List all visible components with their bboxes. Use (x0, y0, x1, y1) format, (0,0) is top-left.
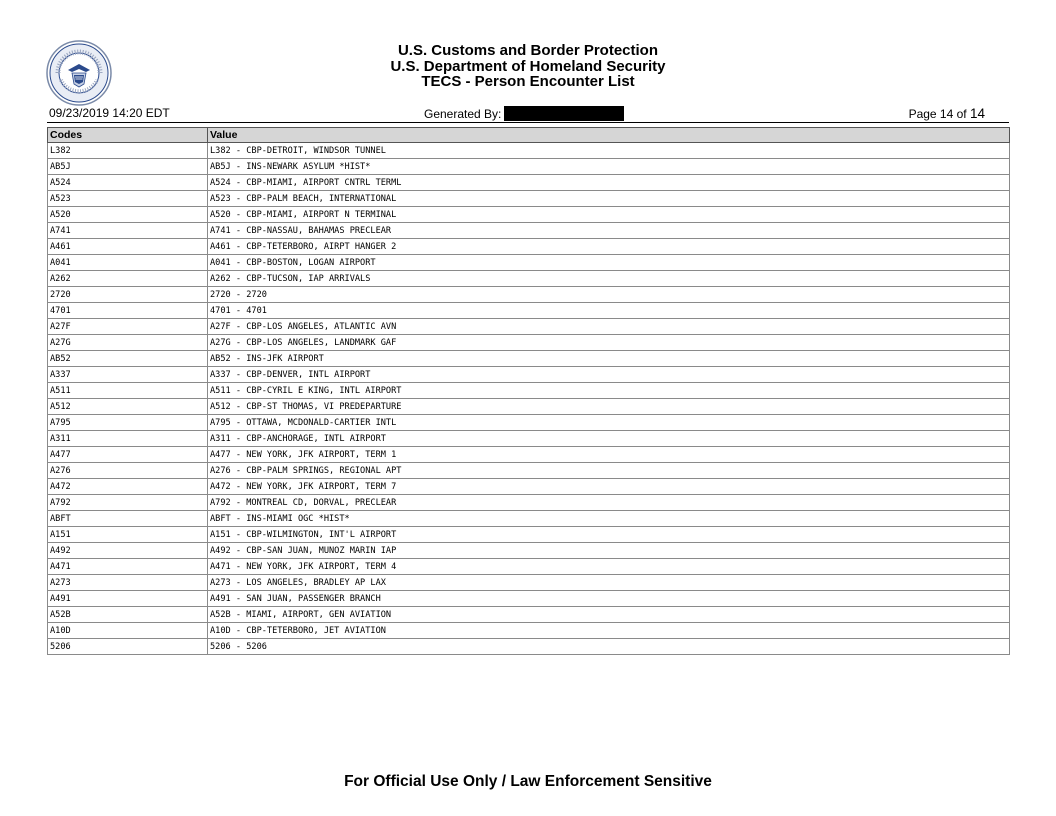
code-cell: A151 (48, 527, 208, 543)
table-row (48, 175, 1010, 191)
value-cell: A511 - CBP-CYRIL E KING, INTL AIRPORT (208, 383, 1010, 399)
table-row (48, 479, 1010, 495)
generated-by-label: Generated By: (424, 106, 502, 121)
code-cell: A27G (48, 335, 208, 351)
department-title: U.S. Department of Homeland Security (390, 57, 666, 75)
table-row (48, 559, 1010, 575)
table-row (48, 271, 1010, 287)
column-header-codes: Codes (48, 128, 208, 143)
value-cell: A492 - CBP-SAN JUAN, MUNOZ MARIN IAP (208, 543, 1010, 559)
value-cell: A52B - MIAMI, AIRPORT, GEN AVIATION (208, 607, 1010, 623)
code-cell: A52B (48, 607, 208, 623)
table-row (48, 367, 1010, 383)
table-row (48, 383, 1010, 399)
code-cell: L382 (48, 143, 208, 159)
code-cell: A273 (48, 575, 208, 591)
page-prefix: Page 14 of (908, 107, 967, 121)
code-cell: A792 (48, 495, 208, 511)
table-row (48, 607, 1010, 623)
value-cell: A151 - CBP-WILMINGTON, INT'L AIRPORT (208, 527, 1010, 543)
agency-title: U.S. Customs and Border Protection (397, 42, 659, 59)
code-cell: A492 (48, 543, 208, 559)
table-row (48, 527, 1010, 543)
value-cell: A276 - CBP-PALM SPRINGS, REGIONAL APT (208, 463, 1010, 479)
value-cell: A491 - SAN JUAN, PASSENGER BRANCH (208, 591, 1010, 607)
value-cell: A471 - NEW YORK, JFK AIRPORT, TERM 4 (208, 559, 1010, 575)
value-cell: 5206 - 5206 (208, 639, 1010, 655)
value-cell: A795 - OTTAWA, MCDONALD-CARTIER INTL (208, 415, 1010, 431)
table-row (48, 463, 1010, 479)
code-cell: A461 (48, 239, 208, 255)
code-cell: A512 (48, 399, 208, 415)
value-cell: A041 - CBP-BOSTON, LOGAN AIRPORT (208, 255, 1010, 271)
code-cell: 5206 (48, 639, 208, 655)
table-row (48, 335, 1010, 351)
value-cell: AB5J - INS-NEWARK ASYLUM *HIST* (208, 159, 1010, 175)
table-row (48, 543, 1010, 559)
value-cell: A27F - CBP-LOS ANGELES, ATLANTIC AVN (208, 319, 1010, 335)
code-cell: A520 (48, 207, 208, 223)
redaction-block (504, 106, 624, 121)
table-row (48, 191, 1010, 207)
code-cell: A524 (48, 175, 208, 191)
value-cell: A27G - CBP-LOS ANGELES, LANDMARK GAF (208, 335, 1010, 351)
table-row (48, 159, 1010, 175)
code-cell: A10D (48, 623, 208, 639)
code-cell: A741 (48, 223, 208, 239)
value-cell: A311 - CBP-ANCHORAGE, INTL AIRPORT (208, 431, 1010, 447)
value-cell: 2720 - 2720 (208, 287, 1010, 303)
report-header (0, 43, 1056, 90)
table-header-row (48, 128, 1010, 143)
value-cell: A262 - CBP-TUCSON, IAP ARRIVALS (208, 271, 1010, 287)
table-row (48, 303, 1010, 319)
table-row (48, 287, 1010, 303)
code-cell: AB5J (48, 159, 208, 175)
code-cell: A041 (48, 255, 208, 271)
value-cell: A792 - MONTREAL CD, DORVAL, PRECLEAR (208, 495, 1010, 511)
code-cell: A337 (48, 367, 208, 383)
table-row (48, 639, 1010, 655)
table-row (48, 575, 1010, 591)
value-cell: A741 - CBP-NASSAU, BAHAMAS PRECLEAR (208, 223, 1010, 239)
classification-footer: For Official Use Only / Law Enforcement Sensitive (344, 773, 712, 790)
code-cell: 4701 (48, 303, 208, 319)
value-cell: A10D - CBP-TETERBORO, JET AVIATION (208, 623, 1010, 639)
table-row (48, 415, 1010, 431)
column-header-value: Value (208, 128, 1010, 143)
value-cell: A337 - CBP-DENVER, INTL AIRPORT (208, 367, 1010, 383)
table-row (48, 239, 1010, 255)
value-cell: A512 - CBP-ST THOMAS, VI PREDEPARTURE (208, 399, 1010, 415)
value-cell: A524 - CBP-MIAMI, AIRPORT CNTRL TERML (208, 175, 1010, 191)
value-cell: A523 - CBP-PALM BEACH, INTERNATIONAL (208, 191, 1010, 207)
code-cell: A27F (48, 319, 208, 335)
code-cell: A795 (48, 415, 208, 431)
value-cell: A472 - NEW YORK, JFK AIRPORT, TERM 7 (208, 479, 1010, 495)
value-cell: L382 - CBP-DETROIT, WINDSOR TUNNEL (208, 143, 1010, 159)
code-cell: A262 (48, 271, 208, 287)
table-row (48, 319, 1010, 335)
table-row (48, 207, 1010, 223)
table-row (48, 143, 1010, 159)
code-cell: A311 (48, 431, 208, 447)
table-row (48, 351, 1010, 367)
page-total: 14 (969, 106, 985, 121)
value-cell: A461 - CBP-TETERBORO, AIRPT HANGER 2 (208, 239, 1010, 255)
table-row (48, 399, 1010, 415)
encounter-codes-table (47, 127, 1010, 655)
value-cell: A477 - NEW YORK, JFK AIRPORT, TERM 1 (208, 447, 1010, 463)
value-cell: A520 - CBP-MIAMI, AIRPORT N TERMINAL (208, 207, 1010, 223)
code-cell: ABFT (48, 511, 208, 527)
page-indicator (909, 106, 985, 121)
code-cell: A491 (48, 591, 208, 607)
table-row (48, 511, 1010, 527)
code-cell: A472 (48, 479, 208, 495)
report-title: TECS - Person Encounter List (421, 73, 635, 90)
code-cell: A477 (48, 447, 208, 463)
table-row (48, 591, 1010, 607)
value-cell: AB52 - INS-JFK AIRPORT (208, 351, 1010, 367)
value-cell: ABFT - INS-MIAMI OGC *HIST* (208, 511, 1010, 527)
table-row (48, 255, 1010, 271)
table-row (48, 223, 1010, 239)
code-cell: A511 (48, 383, 208, 399)
code-cell: 2720 (48, 287, 208, 303)
report-datetime: 09/23/2019 14:20 EDT (49, 106, 170, 120)
table-row (48, 623, 1010, 639)
value-cell: A273 - LOS ANGELES, BRADLEY AP LAX (208, 575, 1010, 591)
code-cell: AB52 (48, 351, 208, 367)
table-row (48, 431, 1010, 447)
table-row (48, 495, 1010, 511)
generated-by (424, 106, 624, 121)
report-meta-row (47, 104, 1009, 123)
code-cell: A471 (48, 559, 208, 575)
code-cell: A523 (48, 191, 208, 207)
code-cell: A276 (48, 463, 208, 479)
table-row (48, 447, 1010, 463)
value-cell: 4701 - 4701 (208, 303, 1010, 319)
